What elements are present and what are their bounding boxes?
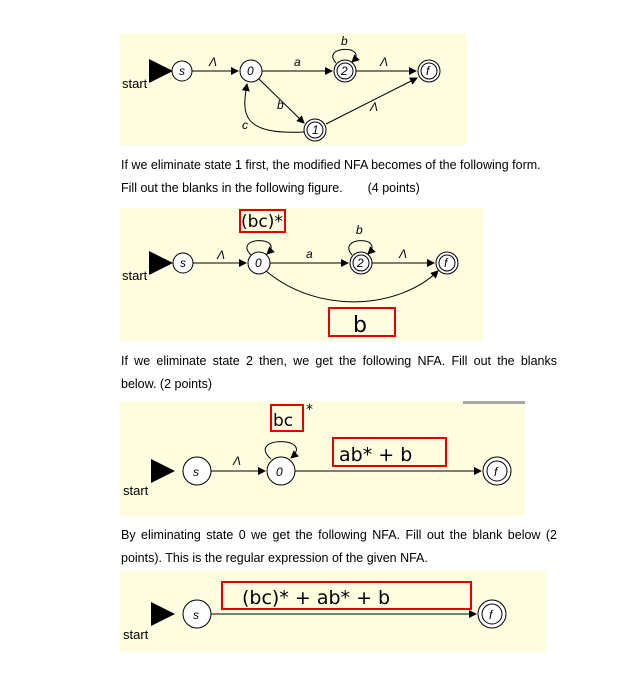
figure2-panel xyxy=(120,208,483,341)
figure1-diagram xyxy=(120,33,467,145)
paragraph1-line2-text: Fill out the blanks in the following figure. xyxy=(121,181,343,195)
state-s-label: s xyxy=(180,256,186,270)
paragraph3: By eliminating state 0 we get the following NFA. Fill out the blank below (2 points). This is the regular expression of the given NFA. xyxy=(121,528,557,565)
answer-loop-text: bc xyxy=(273,411,294,431)
state-f-label: f xyxy=(494,465,498,479)
edge-1-f-label: Λ xyxy=(370,100,379,114)
state-0-label: 0 xyxy=(255,256,262,270)
start-label: start xyxy=(123,627,149,642)
paragraph1-points: (4 points) xyxy=(367,181,420,195)
state-0-label: 0 xyxy=(276,465,283,479)
state-f-label: f xyxy=(489,608,493,622)
state-s-label: s xyxy=(179,64,185,78)
paragraph1 xyxy=(121,154,557,200)
answer-edge-text: ab* + b xyxy=(339,444,413,466)
figure4-diagram xyxy=(120,571,546,652)
edge-2-f-label: Λ xyxy=(399,247,408,261)
state-2-label: 2 xyxy=(341,64,348,78)
figure4-panel xyxy=(120,571,546,652)
figure3-diagram xyxy=(120,401,525,516)
state-f-label: f xyxy=(426,64,430,78)
edge-s-0-label: Λ xyxy=(217,248,226,262)
figure3-panel xyxy=(120,401,525,516)
edge-s-0-label: Λ xyxy=(233,454,242,468)
state-2-label: 2 xyxy=(357,256,364,270)
edge-0-f xyxy=(266,271,438,302)
start-label: start xyxy=(122,268,148,283)
edge-0-2-label: a xyxy=(294,55,301,69)
loop-0 xyxy=(265,442,296,459)
state-0-label: 0 xyxy=(247,64,254,78)
paragraph1-line2 xyxy=(121,177,557,200)
figure1-panel xyxy=(120,33,467,145)
answer-loop-text: (bc)* xyxy=(241,212,283,232)
paragraph1-line1: If we eliminate state 1 first, the modified NFA becomes of the following form. xyxy=(121,158,541,172)
state-1-label: 1 xyxy=(312,123,319,137)
answer-loop-star: * xyxy=(306,402,313,418)
start-label: start xyxy=(122,76,148,91)
edge-1-0-label: c xyxy=(242,118,248,132)
figure2-diagram xyxy=(120,208,483,341)
edge-2-f-label: Λ xyxy=(380,55,389,69)
loop-2-label: b xyxy=(341,34,348,48)
start-label: start xyxy=(123,483,149,498)
state-s-label: s xyxy=(193,608,199,622)
edge-1-0 xyxy=(245,84,304,132)
loop-2-label: b xyxy=(356,223,363,237)
edge-s-0-label: Λ xyxy=(209,55,218,69)
answer-edge-text: (bc)* + ab* + b xyxy=(242,587,391,609)
edge-0-1-label: b xyxy=(277,98,284,112)
paragraph2: If we eliminate state 2 then, we get the following NFA. Fill out the blanks below. (2 points) xyxy=(121,354,557,391)
answer-bottom-text: b xyxy=(353,313,367,338)
edge-0-2-label: a xyxy=(306,247,313,261)
state-f-label: f xyxy=(444,256,448,270)
state-s-label: s xyxy=(193,465,199,479)
